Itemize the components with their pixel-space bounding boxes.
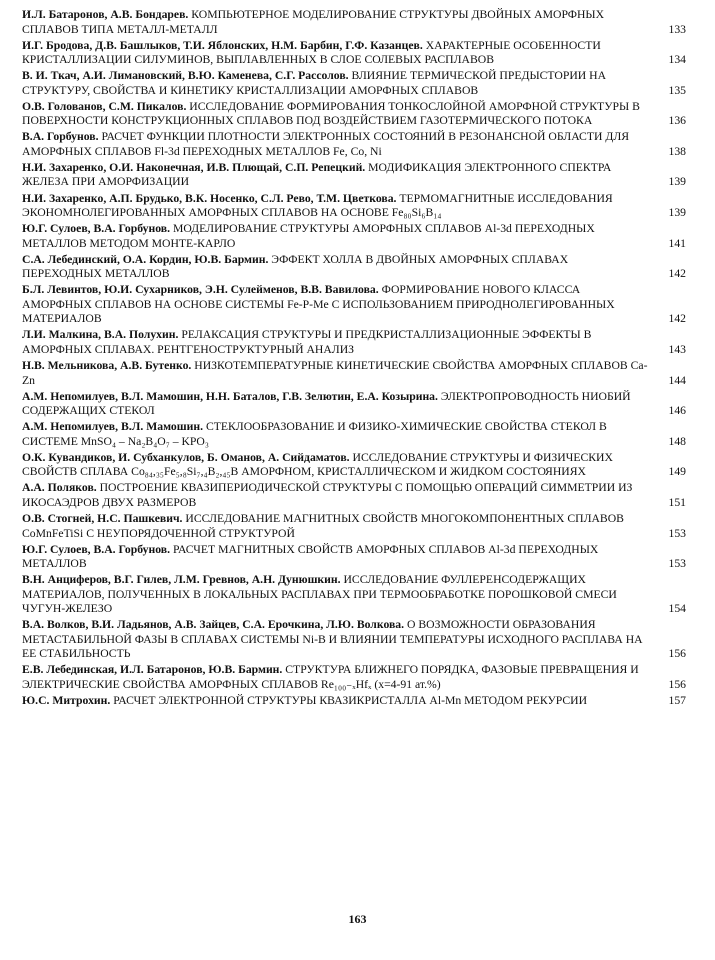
entry-title: ПОСТРОЕНИЕ КВАЗИПЕРИОДИЧЕСКОЙ СТРУКТУРЫ С ПОМОЩЬЮ ОПЕРАЦИЙ СИММЕТРИИ ИЗ ИКОСАЭДРОВ ДВУХ РАЗМЕРОВ — [22, 481, 633, 509]
entry-authors: О.В. Стогней, Н.С. Пашкевич. — [22, 512, 183, 525]
entry-page: 136 — [668, 114, 686, 128]
entry-title: КОМПЬЮТЕРНОЕ МОДЕЛИРОВАНИЕ СТРУКТУРЫ ДВОЙНЫХ АМОРФНЫХ СПЛАВОВ ТИПА МЕТАЛЛ-МЕТАЛЛ — [22, 8, 605, 36]
toc-entry — [22, 100, 690, 129]
entry-authors: Л.И. Малкина, В.А. Полухин. — [22, 328, 179, 342]
toc-entry — [22, 618, 690, 662]
toc-entry — [22, 8, 690, 37]
entry-title: ЭЛЕКТРОПРОВОДНОСТЬ НИОБИЙ СОДЕРЖАЩИХ СТЕКОЛ — [22, 389, 631, 418]
entry-title: О ВОЗМОЖНОСТИ ОБРАЗОВАНИЯ МЕТАСТАБИЛЬНОЙ ФАЗЫ В СПЛАВАХ СИСТЕМЫ Ni-B И ВЛИЯНИИ ТЕМПЕРАТУРЫ ИСХОДНОГО РАСПЛАВА НА ЕЕ СТАБИЛЬНОСТЬ — [22, 618, 643, 661]
entry-page: 153 — [668, 526, 686, 540]
entry-title: ТЕРМОМАГНИТНЫЕ ИССЛЕДОВАНИЯ ЭКОНОМНОЛЕГИРОВАННЫХ АМОРФНЫХ СПЛАВОВ НА ОСНОВЕ Fe₈₀Si₆B₁₄ — [22, 191, 613, 220]
entry-page: 139 — [668, 206, 686, 220]
toc-entry — [22, 512, 690, 541]
entry-title: МОДЕЛИРОВАНИЕ СТРУКТУРЫ АМОРФНЫХ СПЛАВОВ Al-3d ПЕРЕХОДНЫХ МЕТАЛЛОВ МЕТОДОМ МОНТЕ-КАРЛО — [22, 222, 595, 250]
entry-page: 144 — [668, 373, 686, 387]
entry-authors: Ю.С. Митрохин. — [22, 693, 111, 707]
entry-authors: В.А. Волков, В.И. Ладьянов, А.В. Зайцев, С.А. Ерочкина, Л.Ю. Волкова. — [22, 618, 405, 632]
toc-entry — [22, 161, 690, 190]
entry-authors: Н.И. Захаренко, А.П. Брудько, В.К. Носенко, С.Л. Рево, Т.М. Цветкова. — [22, 191, 397, 205]
entry-authors: Ю.Г. Сулоев, В.А. Горбунов. — [22, 542, 171, 556]
entry-page: 148 — [668, 434, 686, 448]
entry-page: 134 — [668, 53, 686, 67]
entry-authors: В.Н. Анциферов, В.Г. Гилев, Л.М. Гревнов, А.Н. Дунюшкин. — [22, 573, 341, 587]
entry-page: 151 — [668, 495, 686, 509]
toc-entry — [22, 420, 690, 449]
entry-page: 146 — [668, 404, 686, 418]
entry-title: СТРУКТУРА БЛИЖНЕГО ПОРЯДКА, ФАЗОВЫЕ ПРЕВРАЩЕНИЯ И ЭЛЕКТРИЧЕСКИЕ СВОЙСТВА АМОРФНЫХ СПЛАВОВ Re₁₀₀₋ₓHfₓ (x=4-91 ат.%) — [22, 663, 639, 691]
entry-authors: И.Л. Батаронов, А.В. Бондарев. — [22, 8, 189, 21]
entry-title: ФОРМИРОВАНИЕ НОВОГО КЛАССА АМОРФНЫХ СПЛАВОВ НА ОСНОВЕ СИСТЕМЫ Fe-P-Me С ИСПОЛЬЗОВАНИЕМ ПРИРОДНОЛЕГИРОВАННЫХ МАТЕРИАЛОВ — [22, 283, 615, 326]
entry-page: 154 — [668, 602, 686, 616]
entry-page: 156 — [668, 677, 686, 691]
entry-title: НИЗКОТЕМПЕРАТУРНЫЕ КИНЕТИЧЕСКИЕ СВОЙСТВА АМОРФНЫХ СПЛАВОВ Ca-Zn — [22, 359, 648, 387]
entry-page: 139 — [668, 175, 686, 189]
entry-title: СТЕКЛООБРАЗОВАНИЕ И ФИЗИКО-ХИМИЧЕСКИЕ СВОЙСТВА СТЕКОЛ В СИСТЕМЕ MnSO₄ – Na₂B₄O₇ – KPO₃ — [22, 420, 607, 448]
toc-entry — [22, 130, 690, 159]
entry-title: ИССЛЕДОВАНИЕ СТРУКТУРЫ И ФИЗИЧЕСКИХ СВОЙСТВ СПЛАВА Co₈₄,₃₅Fe₅,₈Si₇,₄B₂,₄₅B АМОРФНОМ, КРИСТАЛЛИЧЕСКОМ И ЖИДКОМ СОСТОЯНИЯХ — [22, 450, 613, 479]
toc-entry — [22, 222, 690, 251]
entry-authors: А.М. Непомилуев, В.Л. Мамошин. — [22, 420, 204, 434]
entry-authors: Ю.Г. Сулоев, В.А. Горбунов. — [22, 222, 171, 236]
entry-title: ИССЛЕДОВАНИЕ ФУЛЛЕРЕНСОДЕРЖАЩИХ МАТЕРИАЛОВ, ПОЛУЧЕННЫХ В ЛОКАЛЬНЫХ РАСПЛАВАХ ПРИ ТЕРМООБРАБОТКЕ ПОРОШКОВОЙ СМЕСИ ЧУГУН-ЖЕЛЕЗО — [22, 573, 617, 616]
entry-title: ВЛИЯНИЕ ТЕРМИЧЕСКОЙ ПРЕДЫСТОРИИ НА СТРУКТУРУ, СВОЙСТВА И КИНЕТИКУ КРИСТАЛЛИЗАЦИИ АМОРФНЫХ СПЛАВОВ — [22, 69, 607, 97]
toc-entry — [22, 39, 690, 68]
entry-page: 142 — [668, 312, 686, 326]
entry-authors: О.К. Кувандиков, И. Субханкулов, Б. Оманов, А. Сийдаматов. — [22, 450, 350, 464]
entry-authors: О.В. Голованов, С.М. Пикалов. — [22, 99, 187, 113]
entry-page: 157 — [668, 693, 686, 707]
toc-entry — [22, 192, 690, 221]
toc-entry — [22, 328, 690, 357]
entry-page: 153 — [668, 557, 686, 571]
entry-title: РАСЧЕТ ФУНКЦИИ ПЛОТНОСТИ ЭЛЕКТРОННЫХ СОСТОЯНИЙ В РЕЗОНАНСНОЙ ОБЛАСТИ ДЛЯ АМОРФНЫХ СПЛАВОВ Fl-3d ПЕРЕХОДНЫХ МЕТАЛЛОВ Fe, Co, Ni — [22, 130, 630, 158]
entry-authors: Б.Л. Левинтов, Ю.И. Сухарников, Э.Н. Сулейменов, В.В. Вавилова. — [22, 283, 379, 297]
toc-entry — [22, 253, 690, 282]
toc-entry — [22, 283, 690, 327]
toc-entry — [22, 451, 690, 480]
entry-authors: Н.И. Захаренко, О.И. Наконечная, И.В. Плющай, С.П. Репецкий. — [22, 160, 366, 174]
entry-title: ИССЛЕДОВАНИЕ ФОРМИРОВАНИЯ ТОНКОСЛОЙНОЙ АМОРФНОЙ СТРУКТУРЫ В ПОВЕРХНОСТИ КОНСТРУКЦИОННЫХ СПЛАВОВ ПОД ВОЗДЕЙСТВИЕМ ГАЗОТЕРМИЧЕСКОГО ПОТОКА — [22, 99, 640, 128]
entry-page: 143 — [668, 342, 686, 356]
entry-title: РАСЧЕТ ЭЛЕКТРОННОЙ СТРУКТУРЫ КВАЗИКРИСТАЛЛА Al-Mn МЕТОДОМ РЕКУРСИИ — [113, 693, 588, 707]
entry-authors: И.Г. Бродова, Д.В. Башлыков, Т.И. Яблонских, Н.М. Барбин, Г.Ф. Казанцев. — [22, 38, 423, 52]
entry-page: 156 — [668, 647, 686, 661]
toc-entry — [22, 481, 690, 510]
entry-authors: Е.В. Лебединская, И.Л. Батаронов, Ю.В. Бармин. — [22, 663, 283, 677]
toc-entry — [22, 573, 690, 617]
entry-authors: А.М. Непомилуев, В.Л. Мамошин, Н.Н. Баталов, Г.В. Зелютин, Е.А. Козырина. — [22, 389, 438, 403]
entry-title: РАСЧЕТ МАГНИТНЫХ СВОЙСТВ АМОРФНЫХ СПЛАВОВ Al-3d ПЕРЕХОДНЫХ МЕТАЛЛОВ — [22, 542, 599, 571]
entry-title: ИССЛЕДОВАНИЕ МАГНИТНЫХ СВОЙСТВ МНОГОКОМПОНЕНТНЫХ СПЛАВОВ CoMnFeTiSi С НЕУПОРЯДОЧЕННОЙ СТРУКТУРОЙ — [22, 512, 624, 540]
entry-page: 138 — [668, 144, 686, 158]
entry-authors: Н.В. Мельникова, А.В. Бутенко. — [22, 359, 192, 373]
entry-title: ЭФФЕКТ ХОЛЛА В ДВОЙНЫХ АМОРФНЫХ СПЛАВАХ ПЕРЕХОДНЫХ МЕТАЛЛОВ — [22, 252, 569, 281]
toc-entry — [22, 694, 690, 709]
entry-title: ХАРАКТЕРНЫЕ ОСОБЕННОСТИ КРИСТАЛЛИЗАЦИИ СИЛУМИНОВ, ВЫПЛАВЛЕННЫХ В СЛОЕ СОЛЕВЫХ РАСПЛАВОВ — [22, 38, 601, 67]
page-number-footer: 163 — [348, 912, 367, 926]
toc-entry — [22, 663, 690, 692]
entry-page: 133 — [668, 22, 686, 36]
entry-page: 149 — [668, 465, 686, 479]
entry-page: 141 — [668, 236, 686, 250]
entry-authors: А.А. Поляков. — [22, 481, 97, 495]
table-of-contents — [22, 8, 690, 710]
entry-page: 135 — [668, 83, 686, 97]
toc-entry — [22, 543, 690, 572]
toc-entry — [22, 359, 690, 388]
entry-authors: С.А. Лебединский, О.А. Кордин, Ю.В. Бармин. — [22, 252, 269, 266]
entry-title: РЕЛАКСАЦИЯ СТРУКТУРЫ И ПРЕДКРИСТАЛЛИЗАЦИОННЫЕ ЭФФЕКТЫ В АМОРФНЫХ СПЛАВАХ. РЕНТГЕНОСТРУКТУРНЫЙ АНАЛИЗ — [22, 328, 592, 356]
entry-authors: В. И. Ткач, А.И. Лимановский, В.Ю. Каменева, С.Г. Рассолов. — [22, 69, 349, 83]
toc-entry — [22, 390, 690, 419]
entry-title: МОДИФИКАЦИЯ ЭЛЕКТРОННОГО СПЕКТРА ЖЕЛЕЗА ПРИ АМОРФИЗАЦИИ — [22, 160, 612, 189]
entry-page: 142 — [668, 267, 686, 281]
entry-authors: В.А. Горбунов. — [22, 130, 99, 144]
toc-entry — [22, 69, 690, 98]
